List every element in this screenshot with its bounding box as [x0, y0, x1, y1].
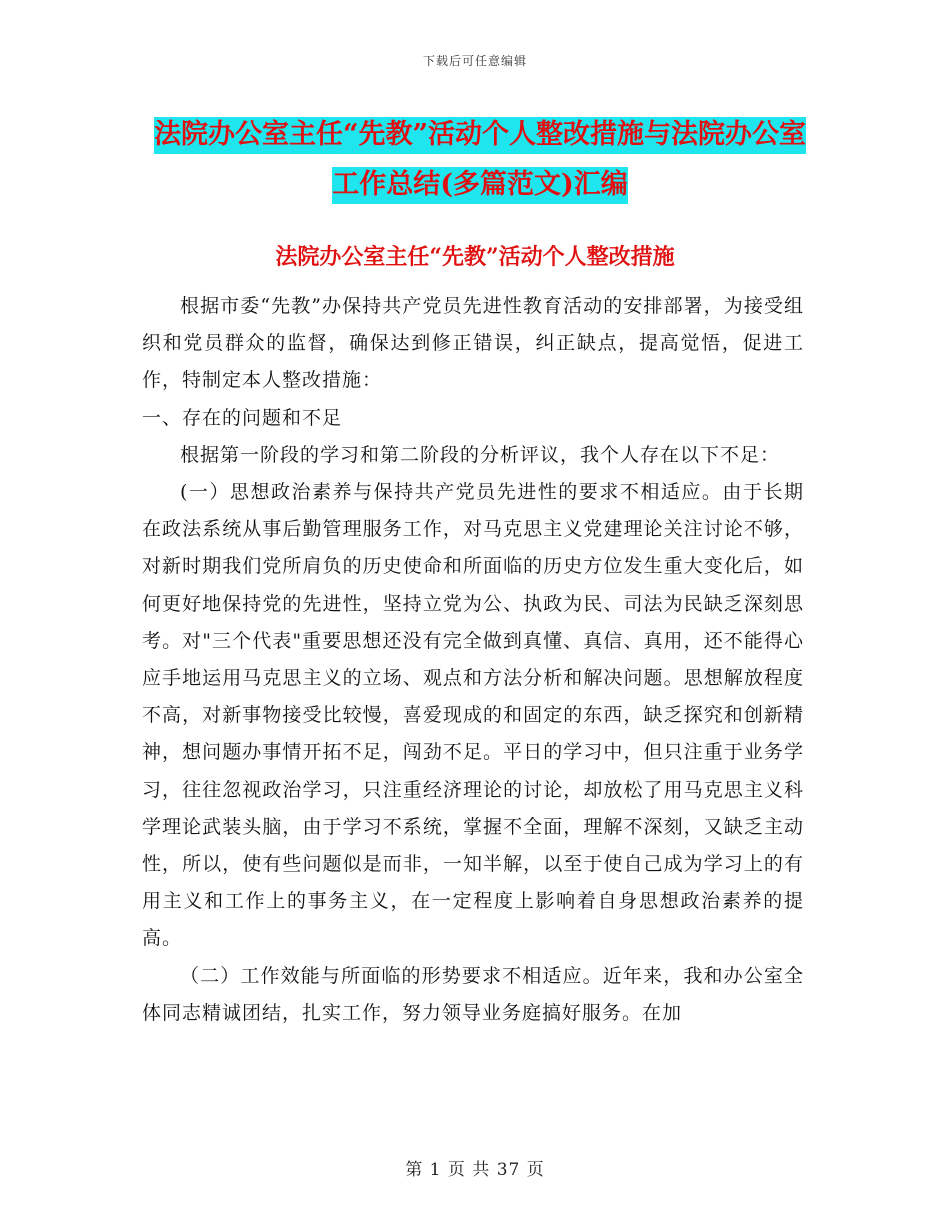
section-title: 法院办公室主任“先教”活动个人整改措施	[275, 244, 675, 270]
paragraph-point-two: （二）工作效能与所面临的形势要求不相适应。近年来，我和办公室全体同志精诚团结，扎实工作，努力领导业务庭搞好服务。在加	[142, 964, 804, 1024]
paragraph-point-one: (一）思想政治素养与保持共产党员先进性的要求不相适应。由于长期在政法系统从事后勤管理服务工作，对马克思主义党建理论关注讨论不够，对新时期我们党所肩负的历史使命和所面临的历史方位发生重大变化后，如何更好地保持党的先进性，坚持立党为公、执政为民、司法为民缺乏深刻思考。对"三个代表"重要思想还没有完全做到真懂、真信、真用，还不能得心应手地运用马克思主义的立场、观点和方法分析和解决问题。思想解放程度不高，对新事物接受比较慢，喜爱现成的和固定的东西，缺乏探究和创新精神，想问题办事情开拓不足，闯劲不足。平日的学习中，但只注重于业务学习，往往忽视政治学习，只注重经济理论的讨论，却放松了用马克思主义科学理论武装头脑，由于学习不系统，掌握不全面，理解不深刻，又缺乏主动性，所以，使有些问题似是而非，一知半解，以至于使自己成为学习上的有用主义和工作上的事务主义，在一定程度上影响着自身思想政治素养的提高。	[142, 481, 804, 950]
heading-problems: 一、存在的问题和不足	[142, 406, 343, 429]
document-title-text: 法院办公室主任“先教”活动个人整改措施与法院办公室工作总结(多篇范文)汇编	[154, 117, 806, 204]
paragraph-summary: 根据第一阶段的学习和第二阶段的分析评议，我个人存在以下不足：	[180, 443, 781, 466]
paragraph-intro: 根据市委“先教”办保持共产党员先进性教育活动的安排部署，为接受组织和党员群众的监督，确保达到修正错误，纠正缺点，提高觉悟，促进工作，特制定本人整改措施：	[142, 295, 804, 392]
page-header-note: 下载后可任意编辑	[422, 54, 527, 68]
document-title	[145, 110, 815, 210]
document-body	[142, 288, 804, 1032]
page-number: 第 1 页 共 37 页	[405, 1160, 545, 1180]
